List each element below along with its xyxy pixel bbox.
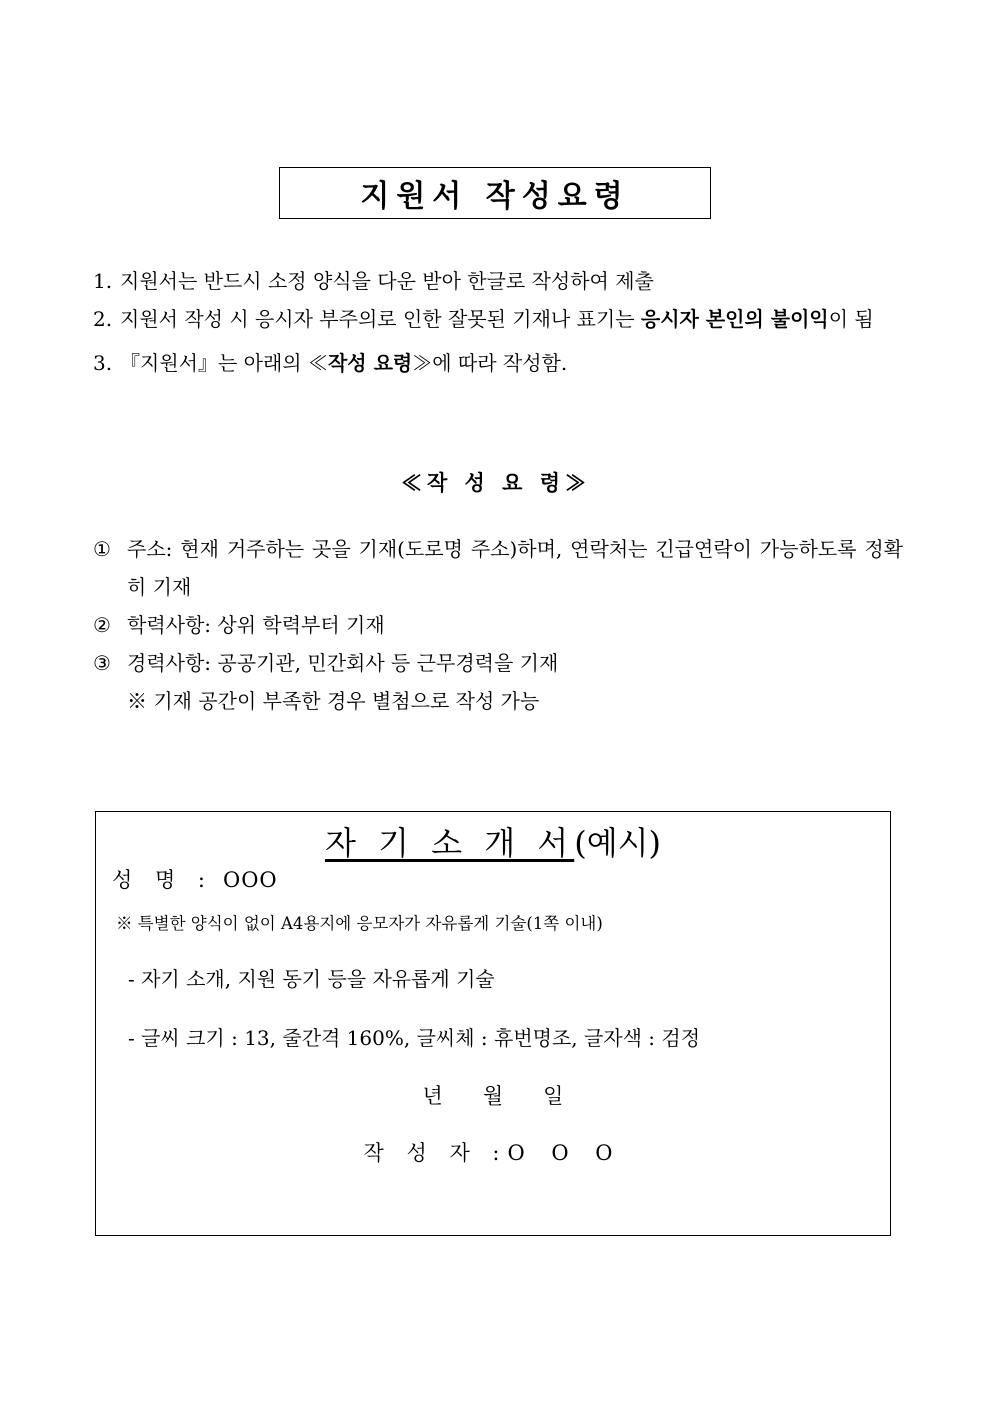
item-text: 학력사항: 상위 학력부터 기재 bbox=[127, 613, 385, 637]
intro-bullet: - 글씨 크기 : 13, 줄간격 160%, 글씨체 : 휴번명조, 글자색 : 검정 bbox=[128, 1026, 701, 1050]
item-text bbox=[120, 300, 903, 338]
instruction-item bbox=[93, 344, 903, 382]
date-row bbox=[96, 1080, 890, 1110]
item-number: ① bbox=[93, 537, 111, 561]
writer-value: O O O bbox=[507, 1141, 623, 1165]
intro-bullet: - 자기 소개, 지원 동기 등을 자유롭게 기술 bbox=[128, 967, 495, 991]
instruction-list bbox=[93, 262, 903, 382]
writer-row bbox=[96, 1137, 890, 1167]
self-intro-example-box bbox=[95, 811, 891, 1236]
guide-item bbox=[93, 530, 903, 606]
page-title: 지원서 작성요령 bbox=[279, 167, 711, 219]
name-value: OOO bbox=[223, 868, 278, 892]
self-intro-title bbox=[96, 818, 890, 864]
self-intro-title-main: 자 기 소 개 서 bbox=[324, 824, 575, 862]
item-text-part: 『지원서』는 아래의 ≪ bbox=[120, 351, 328, 375]
item-text: 주소: 현재 거주하는 곳을 기재(도로명 주소)하며, 연락처는 긴급연락이 가능하도록 정확히 기재 bbox=[127, 537, 903, 599]
item-number: ② bbox=[93, 613, 111, 637]
item-text-part: 지원서 작성 시 응시자 부주의로 인한 잘못된 기재나 표기는 bbox=[120, 307, 641, 331]
date-day: 일 bbox=[543, 1084, 564, 1108]
item-text bbox=[120, 344, 903, 382]
item-number: ③ bbox=[93, 651, 111, 675]
name-row bbox=[112, 864, 278, 894]
guide-list bbox=[93, 530, 903, 720]
item-text: 경력사항: 공공기관, 민간회사 등 근무경력을 기재 bbox=[127, 651, 559, 675]
item-number: 2. bbox=[93, 307, 113, 331]
intro-note: ※ 특별한 양식이 없이 A4용지에 응모자가 자유롭게 기술(1쪽 이내) bbox=[116, 914, 603, 933]
writer-label: 작 성 자 : bbox=[363, 1141, 508, 1165]
item-number: 3. bbox=[93, 351, 113, 375]
guide-title: ≪작 성 요 령≫ bbox=[400, 470, 592, 495]
instruction-item bbox=[93, 300, 903, 338]
guide-note: ※ 기재 공간이 부족한 경우 별첨으로 작성 가능 bbox=[127, 689, 540, 713]
item-bold-text: 작성 요령 bbox=[327, 351, 413, 375]
item-number: 1. bbox=[93, 269, 113, 293]
item-text-part: 이 됨 bbox=[828, 307, 874, 331]
instruction-item bbox=[93, 262, 903, 300]
self-intro-title-suffix: (예시) bbox=[574, 824, 662, 862]
item-text: 지원서는 반드시 소정 양식을 다운 받아 한글로 작성하여 제출 bbox=[120, 269, 654, 293]
guide-item bbox=[93, 606, 903, 644]
date-month: 월 bbox=[482, 1084, 504, 1108]
item-text-part: ≫에 따라 작성함. bbox=[412, 351, 568, 375]
item-bold-text: 응시자 본인의 불이익 bbox=[640, 307, 829, 331]
name-label: 성 명 : bbox=[112, 868, 213, 892]
guide-item bbox=[93, 644, 903, 682]
date-year: 년 bbox=[422, 1084, 443, 1108]
